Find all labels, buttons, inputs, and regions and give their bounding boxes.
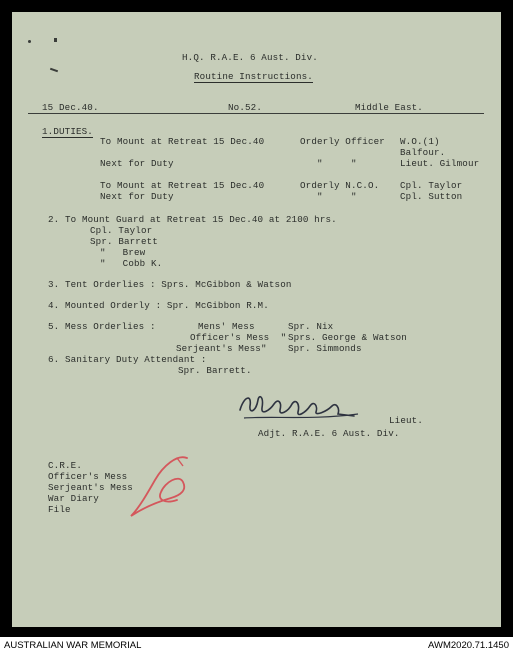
distribution-item: C.R.E. <box>48 460 82 471</box>
document-location: Middle East. <box>355 102 423 113</box>
red-stamp-mark <box>117 452 197 522</box>
officer-next-name: Lieut. Gilmour <box>400 158 480 169</box>
document-date: 15 Dec.40. <box>42 102 99 113</box>
distribution-item: War Diary <box>48 493 99 504</box>
duties-heading: 1.DUTIES. <box>42 126 93 137</box>
guard-name: " Cobb K. <box>100 258 163 269</box>
footer-bar <box>0 637 513 653</box>
guard-name: Cpl. Taylor <box>90 225 153 236</box>
mess-orderly: Spr. Simmonds <box>288 343 362 354</box>
header-rule <box>28 113 484 114</box>
officer-mount-line: To Mount at Retreat 15 Dec.40 <box>100 136 265 147</box>
mess-orderlies-label: 5. Mess Orderlies : <box>48 321 156 332</box>
signature-image <box>234 390 364 424</box>
document-title: Routine Instructions. <box>194 71 313 82</box>
distribution-item: Officer's Mess <box>48 471 128 482</box>
mounted-orderly-line: 4. Mounted Orderly : Spr. McGibbon R.M. <box>48 300 269 311</box>
nco-next-ditto: " " <box>317 191 357 202</box>
nco-role: Orderly N.C.O. <box>300 180 380 191</box>
nco-next-label: Next for Duty <box>100 191 174 202</box>
nco-mount-line: To Mount at Retreat 15 Dec.40 <box>100 180 265 191</box>
sanitary-name: Spr. Barrett. <box>178 365 252 376</box>
nco-next-name: Cpl. Sutton <box>400 191 463 202</box>
signature-title: Adjt. R.A.E. 6 Aust. Div. <box>258 428 400 439</box>
sanitary-label: 6. Sanitary Duty Attendant : <box>48 354 207 365</box>
officer-role: Orderly Officer <box>300 136 385 147</box>
guard-name: Spr. Barrett <box>90 236 158 247</box>
signature-rank: Lieut. <box>389 415 423 426</box>
footer-reference: AWM2020.71.1450 <box>428 640 509 651</box>
ink-speck <box>54 38 57 42</box>
document-page <box>12 12 501 627</box>
mess-name: Mens' Mess <box>198 321 255 332</box>
document-number: No.52. <box>228 102 262 113</box>
distribution-item: File <box>48 504 71 515</box>
ink-speck <box>28 40 31 43</box>
guard-line: 2. To Mount Guard at Retreat 15 Dec.40 at 2100 hrs. <box>48 214 337 225</box>
mess-name: Serjeant's Mess" <box>176 343 267 354</box>
unit-heading: H.Q. R.A.E. 6 Aust. Div. <box>182 52 318 63</box>
nco-name: Cpl. Taylor <box>400 180 463 191</box>
mess-orderly: Spr. Nix <box>288 321 334 332</box>
ink-speck <box>50 68 58 73</box>
officer-next-ditto: " " <box>317 158 357 169</box>
mess-name: Officer's Mess " <box>190 332 287 343</box>
mess-orderly: Sprs. George & Watson <box>288 332 407 343</box>
officer-name-line2: Balfour. <box>400 147 446 158</box>
footer-source: AUSTRALIAN WAR MEMORIAL <box>4 640 142 651</box>
officer-name: W.O.(1) <box>400 136 440 147</box>
guard-name: " Brew <box>100 247 146 258</box>
officer-next-label: Next for Duty <box>100 158 174 169</box>
distribution-item: Serjeant's Mess <box>48 482 133 493</box>
tent-orderlies-line: 3. Tent Orderlies : Sprs. McGibbon & Watson <box>48 279 292 290</box>
